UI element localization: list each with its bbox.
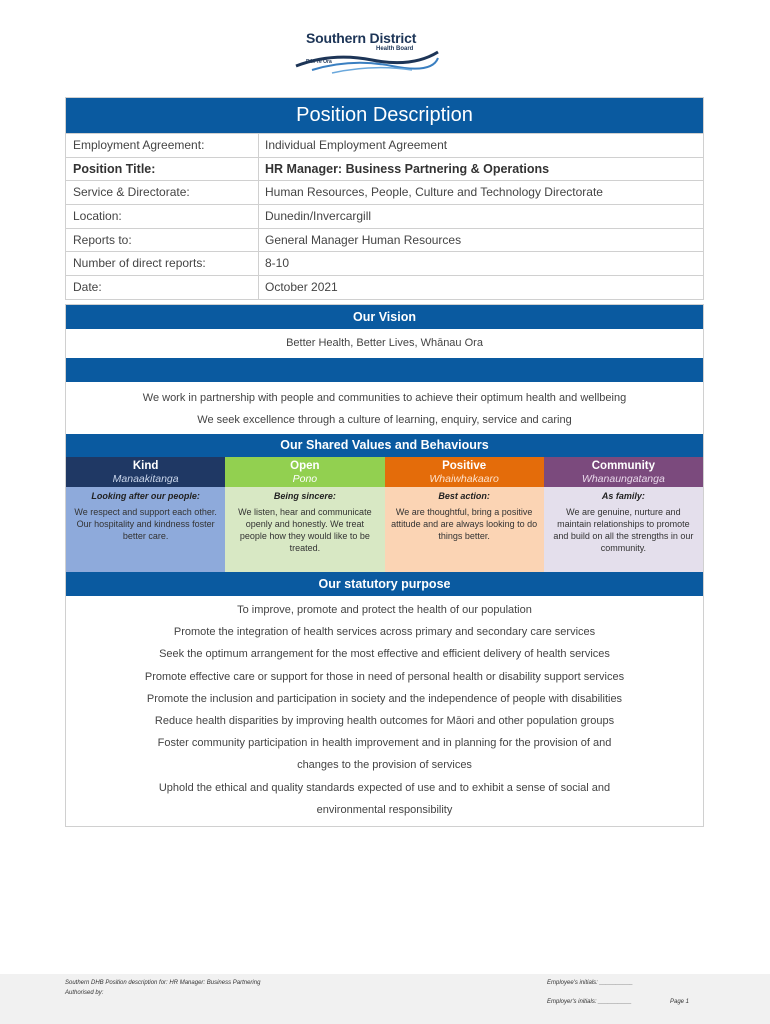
row-label: Location: bbox=[66, 205, 259, 228]
value-header bbox=[225, 457, 384, 487]
value-community bbox=[544, 457, 703, 572]
row-label: Employment Agreement: bbox=[66, 134, 259, 157]
row-label: Position Title: bbox=[66, 158, 259, 181]
value-positive bbox=[385, 457, 544, 572]
value-title: Positive bbox=[442, 460, 487, 472]
row-value: Dunedin/Invercargill bbox=[265, 209, 372, 224]
value-subheading: Being sincere: bbox=[273, 491, 336, 501]
value-title: Open bbox=[290, 460, 320, 472]
vision-heading: Our Vision bbox=[66, 305, 703, 329]
value-body bbox=[66, 487, 225, 572]
purpose-line: Seek the optimum arrangement for the most effective and efficient delivery of health services bbox=[159, 648, 610, 661]
purpose-line: Promote effective care or support for those in need of personal health or disability support services bbox=[144, 670, 625, 683]
row-value: Individual Employment Agreement bbox=[265, 138, 448, 152]
row-label: Service & Directorate: bbox=[66, 181, 259, 204]
employer-initials: Employer's initials: __________ bbox=[547, 999, 632, 1005]
page-number: Page 1 bbox=[670, 999, 690, 1005]
logo-title: Southern District bbox=[306, 30, 417, 46]
value-title: Community bbox=[591, 460, 655, 472]
footer-description: Southern DHB Position description for: HR Manager: Business Partnering bbox=[65, 980, 261, 986]
row-label: Date: bbox=[66, 276, 259, 299]
vision-line: We work in partnership with people and communities to achieve their optimum health and wellbeing bbox=[142, 392, 627, 404]
value-maori: Manaakitanga bbox=[112, 473, 179, 485]
table-row bbox=[66, 204, 703, 228]
value-maori: Whaiwhakaaro bbox=[429, 473, 499, 485]
table-row bbox=[66, 275, 703, 299]
footer-authorised: Authorised by: bbox=[65, 990, 104, 996]
values-heading: Our Shared Values and Behaviours bbox=[66, 434, 703, 457]
table-row bbox=[66, 157, 703, 181]
purpose-line: To improve, promote and protect the health of our population bbox=[237, 604, 532, 616]
value-subheading: As family: bbox=[601, 491, 645, 501]
row-label: Number of direct reports: bbox=[66, 252, 259, 275]
value-description: We are thoughtful, bring a positive attitude and are always looking to do things better. bbox=[391, 507, 538, 541]
value-description: We are genuine, nurture and maintain relationships to promote and build on all the strengths in our community. bbox=[553, 507, 694, 553]
value-header bbox=[66, 457, 225, 487]
value-header bbox=[544, 457, 703, 487]
value-description: We listen, hear and communicate openly and honestly. We treat people how they would like to be treated. bbox=[238, 507, 372, 553]
logo-subtitle: Health Board bbox=[376, 46, 414, 52]
employee-initials: Employee's initials: __________ bbox=[547, 980, 633, 986]
row-label: Reports to: bbox=[66, 229, 259, 252]
purpose-line: changes to the provision of services bbox=[297, 759, 472, 772]
row-value: October 2021 bbox=[265, 280, 338, 295]
value-maori: Whanaungatanga bbox=[581, 473, 665, 485]
vision-divider-bar bbox=[66, 358, 703, 382]
purpose-heading: Our statutory purpose bbox=[66, 572, 703, 596]
table-row bbox=[66, 251, 703, 275]
value-subheading: Looking after our people: bbox=[91, 491, 200, 501]
vision-text: Better Health, Better Lives, Whānau Ora bbox=[286, 337, 483, 349]
value-body bbox=[385, 487, 544, 572]
value-maori: Pono bbox=[292, 473, 318, 485]
purpose-line: Reduce health disparities by improving health outcomes for Māori and other population groups bbox=[154, 714, 615, 727]
value-title: Kind bbox=[132, 460, 159, 472]
purpose-line: Promote the integration of health services across primary and secondary care services bbox=[173, 626, 596, 639]
vision-values-section bbox=[65, 304, 704, 827]
table-row bbox=[66, 228, 703, 252]
row-value: HR Manager: Business Partnering & Operations bbox=[265, 161, 550, 176]
position-description-table bbox=[65, 97, 704, 300]
purpose-list bbox=[66, 596, 703, 826]
value-body bbox=[225, 487, 384, 572]
purpose-line: environmental responsibility bbox=[316, 803, 453, 816]
value-header bbox=[385, 457, 544, 487]
purpose-line: Promote the inclusion and participation in society and the independence of people with disabilities bbox=[146, 692, 623, 705]
value-kind bbox=[66, 457, 225, 572]
logo-tagline: Piki Te Ora bbox=[306, 59, 332, 65]
value-subheading: Best action: bbox=[438, 491, 490, 501]
vision-line: We seek excellence through a culture of learning, enquiry, service and caring bbox=[197, 414, 572, 426]
row-value: 8-10 bbox=[265, 256, 290, 271]
row-value: Human Resources, People, Culture and Technology Directorate bbox=[265, 185, 603, 200]
values-grid bbox=[66, 457, 703, 572]
value-body bbox=[544, 487, 703, 572]
logo bbox=[292, 26, 442, 74]
purpose-line: Uphold the ethical and quality standards expected of use and to exhibit a sense of social and bbox=[158, 781, 611, 794]
row-value: General Manager Human Resources bbox=[265, 232, 462, 247]
table-row bbox=[66, 133, 703, 157]
purpose-line: Foster community participation in health improvement and in planning for the provision of and bbox=[157, 737, 612, 750]
table-row bbox=[66, 180, 703, 204]
position-description-title: Position Description bbox=[66, 98, 703, 133]
value-description: We respect and support each other. Our hospitality and kindness foster better care. bbox=[74, 507, 217, 541]
page-footer bbox=[0, 974, 770, 1024]
value-open bbox=[225, 457, 384, 572]
